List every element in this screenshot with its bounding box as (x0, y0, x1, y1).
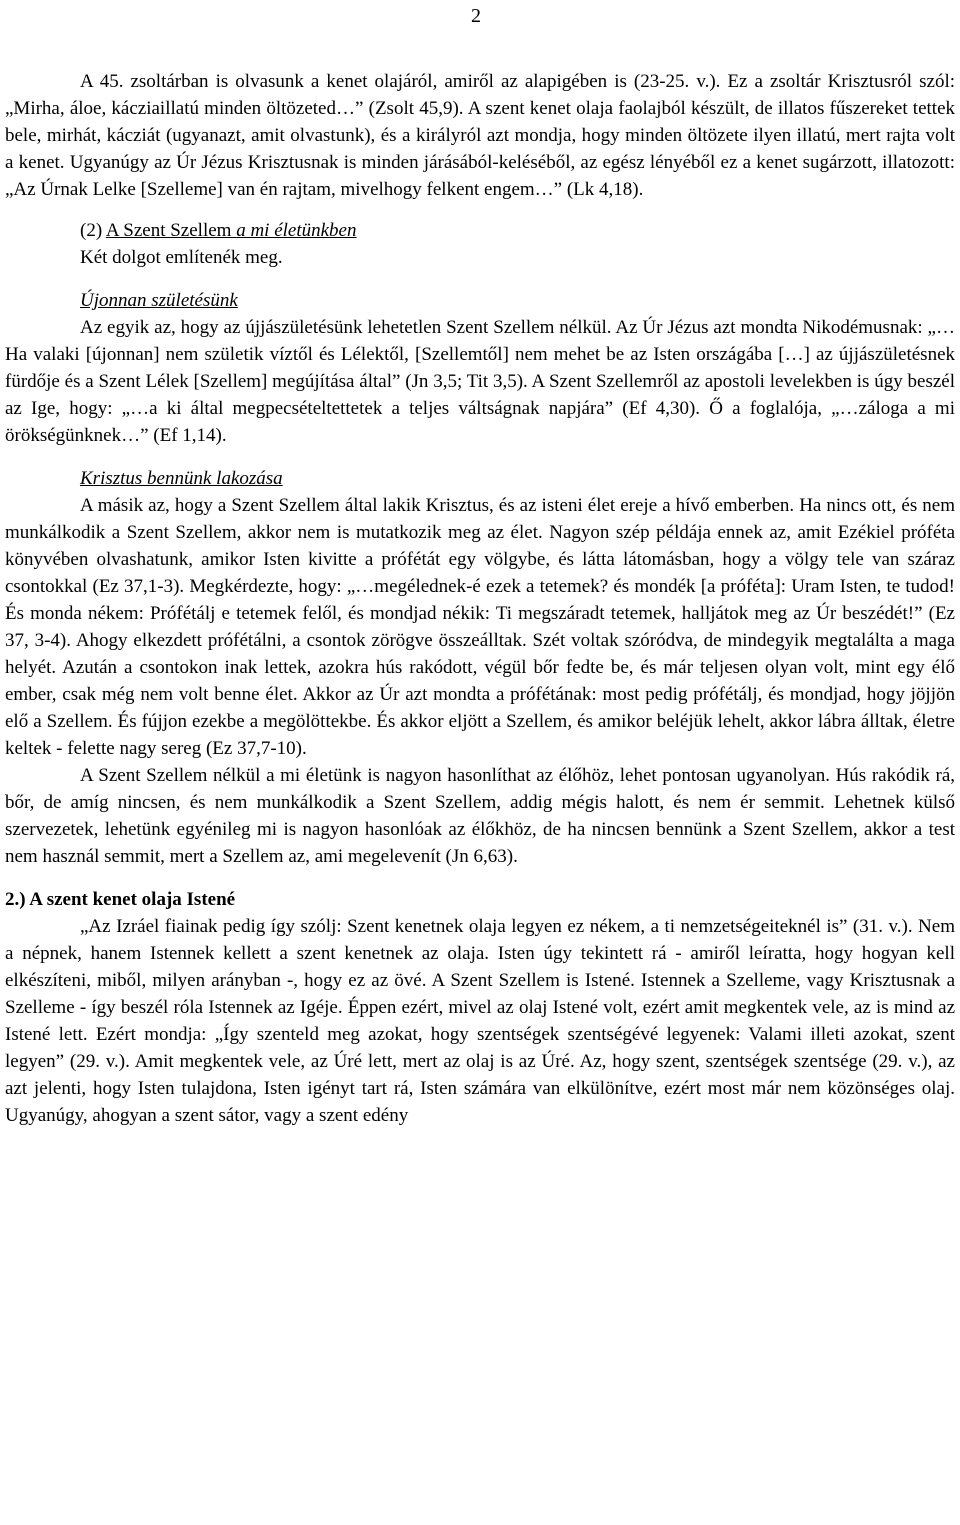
paragraph-oil-belongs-to-god: „Az Izráel fiainak pedig így szólj: Szent kenetnek olaja legyen ez nékem, a ti nemzetségeiteknél is” (31. v.). Nem a népnek, hanem Istennek kellett a szent kenetnek az olaja. Isten úgy tekintett rá - amiről leíratta, hogy hogyan kell elkészíteni, miből, milyen arányban -, hogy ez az övé. A Szent Szellem is Istené. Istennek a Szelleme, vagy Krisztusnak a Szelleme - így beszél róla Istennek az Igéje. Éppen ezért, mivel az olaj Istené volt, ezért amit megkentek vele, az is mind az Istené lett. Ezért mondja: „Így szenteld meg azokat, hogy szentségek szentségévé legyenek: Valami illeti azokat, szent legyen” (29. v.). Amit megkentek vele, az Úré lett, mert az olaj is az Úré. Az, hogy szent, szentségek szentsége (29. v.), az azt jelenti, hogy Isten tulajdona, Isten igényt tart rá, Isten számára van elkülönítve, ezért most már nem közönséges olaj. Ugyanúgy, ahogyan a szent sátor, vagy a szent edény (5, 916, 955, 1126)
subheading-new-birth: Újonnan születésünk (80, 290, 238, 311)
section-heading-oil-belongs-to-god: 2.) A szent kenet olaja Istené (5, 889, 236, 910)
section-heading-holy-spirit-in-our-life (5, 217, 955, 244)
section-title-plain: A Szent Szellem (105, 220, 237, 241)
paragraph-new-birth: Az egyik az, hogy az újjászületésünk lehetetlen Szent Szellem nélkül. Az Úr Jézus azt mondta Nikodémusnak: „…Ha valaki [újonnan] nem születik víztől és Lélektől, [Szellemtől] nem mehet be az Isten országába […] az újjászületésnek fürdője és a Szent Lélek [Szellem] megújítása által” (Jn 3,5; Tit 3,5). A Szent Szellemről az apostoli levelekben is úgy beszél az Ige, hogy: „…a ki által megpecsételtettetek a teljes váltságnak napjára” (Ef 4,30). Ő a foglalója, „…záloga a mi örökségünknek…” (Ef 1,14). (5, 317, 955, 446)
section-intro: Két dolgot említenék meg. (80, 247, 283, 268)
paragraph-ezekiel: A másik az, hogy a Szent Szellem által lakik Krisztus, és az isteni élet ereje a hívő emberben. Ha nincs ott, és nem munkálkodik a Szent Szellem, akkor nem is mutatkozik meg az élet. Nagyon szép példája ennek az, amit Ezékiel próféta könyvében olvashatunk, amikor Isten kivitte a prófétát egy völgybe, és látta látomásban, hogy a völgy tele van száraz csontokkal (Ez 37,1-3). Megkérdezte, hogy: „…megélednek-é ezek a tetemek? és mondék [a próféta]: Uram Isten, te tudod! És monda nékem: Prófétálj e tetemek felől, és mondjad nékik: Ti megszáradt tetemek, halljátok meg az Úr beszédét!” (Ez 37, 3-4). Ahogy elkezdett prófétálni, a csontok zörögve összeálltak. Szét voltak szóródva, de mindegyik megtalálta a maga helyét. Azután a csontokon inak lettek, azokra hús rakódott, végül bőr fedte be, és már teljesen olyan volt, mint egy élő ember, csak még nem volt benne élet. Akkor az Úr azt mondta a prófétának: most pedig prófétálj, és mondjad, hogy jöjjön elő a Szellem. És fújjon ezekbe a megölöttekbe. És akkor eljött a Szellem, és amikor beléjük lehelt, akkor lábra álltak, életre keltek - felette nagy sereg (Ez 37,7-10). (5, 495, 955, 759)
section-number: (2) (80, 220, 106, 241)
section-title-italic: a mi életünkben (236, 220, 357, 241)
paragraph-without-spirit: A Szent Szellem nélkül a mi életünk is nagyon hasonlíthat az élőhöz, lehet pontosan ugyanolyan. Hús rakódik rá, bőr, de amíg nincsen, és nem munkálkodik a Szent Szellem, addig mégis halott, és nem ér semmit. Lehetnek külső szervezetek, lehetünk egyénileg mi is nagyon hasonlóak az élőkhöz, de ha nincsen bennünk a Szent Szellem, akkor a test nem használ semmit, mert a Szellem az, ami megelevenít (Jn 6,63). (5, 765, 955, 867)
paragraph-psalm-45: A 45. zsoltárban is olvasunk a kenet olajáról, amiről az alapigében is (23-25. v.). Ez a zsoltár Krisztusról szól: „Mirha, áloe, kácziaillatú minden öltözeted…” (Zsolt 45,9). A szent kenet olaja faolajból készült, de illatos fűszereket tettek bele, mirhát, kácziát (ugyanazt, amit olvastunk), és a királyról azt mondja, hogy minden öltözete ilyen illatú, mert rajta volt a kenet. Ugyanúgy az Úr Jézus Krisztusnak is minden járásából-keléséből, az egész lényéből ez a kenet sugárzott, illatozott: „Az Úrnak Lelke [Szelleme] van én rajtam, mivelhogy felkent engem…” (Lk 4,18). (5, 71, 955, 200)
document-body (5, 68, 955, 1129)
subheading-christ-dwelling: Krisztus bennünk lakozása (80, 468, 283, 489)
page-number: 2 (471, 5, 481, 27)
